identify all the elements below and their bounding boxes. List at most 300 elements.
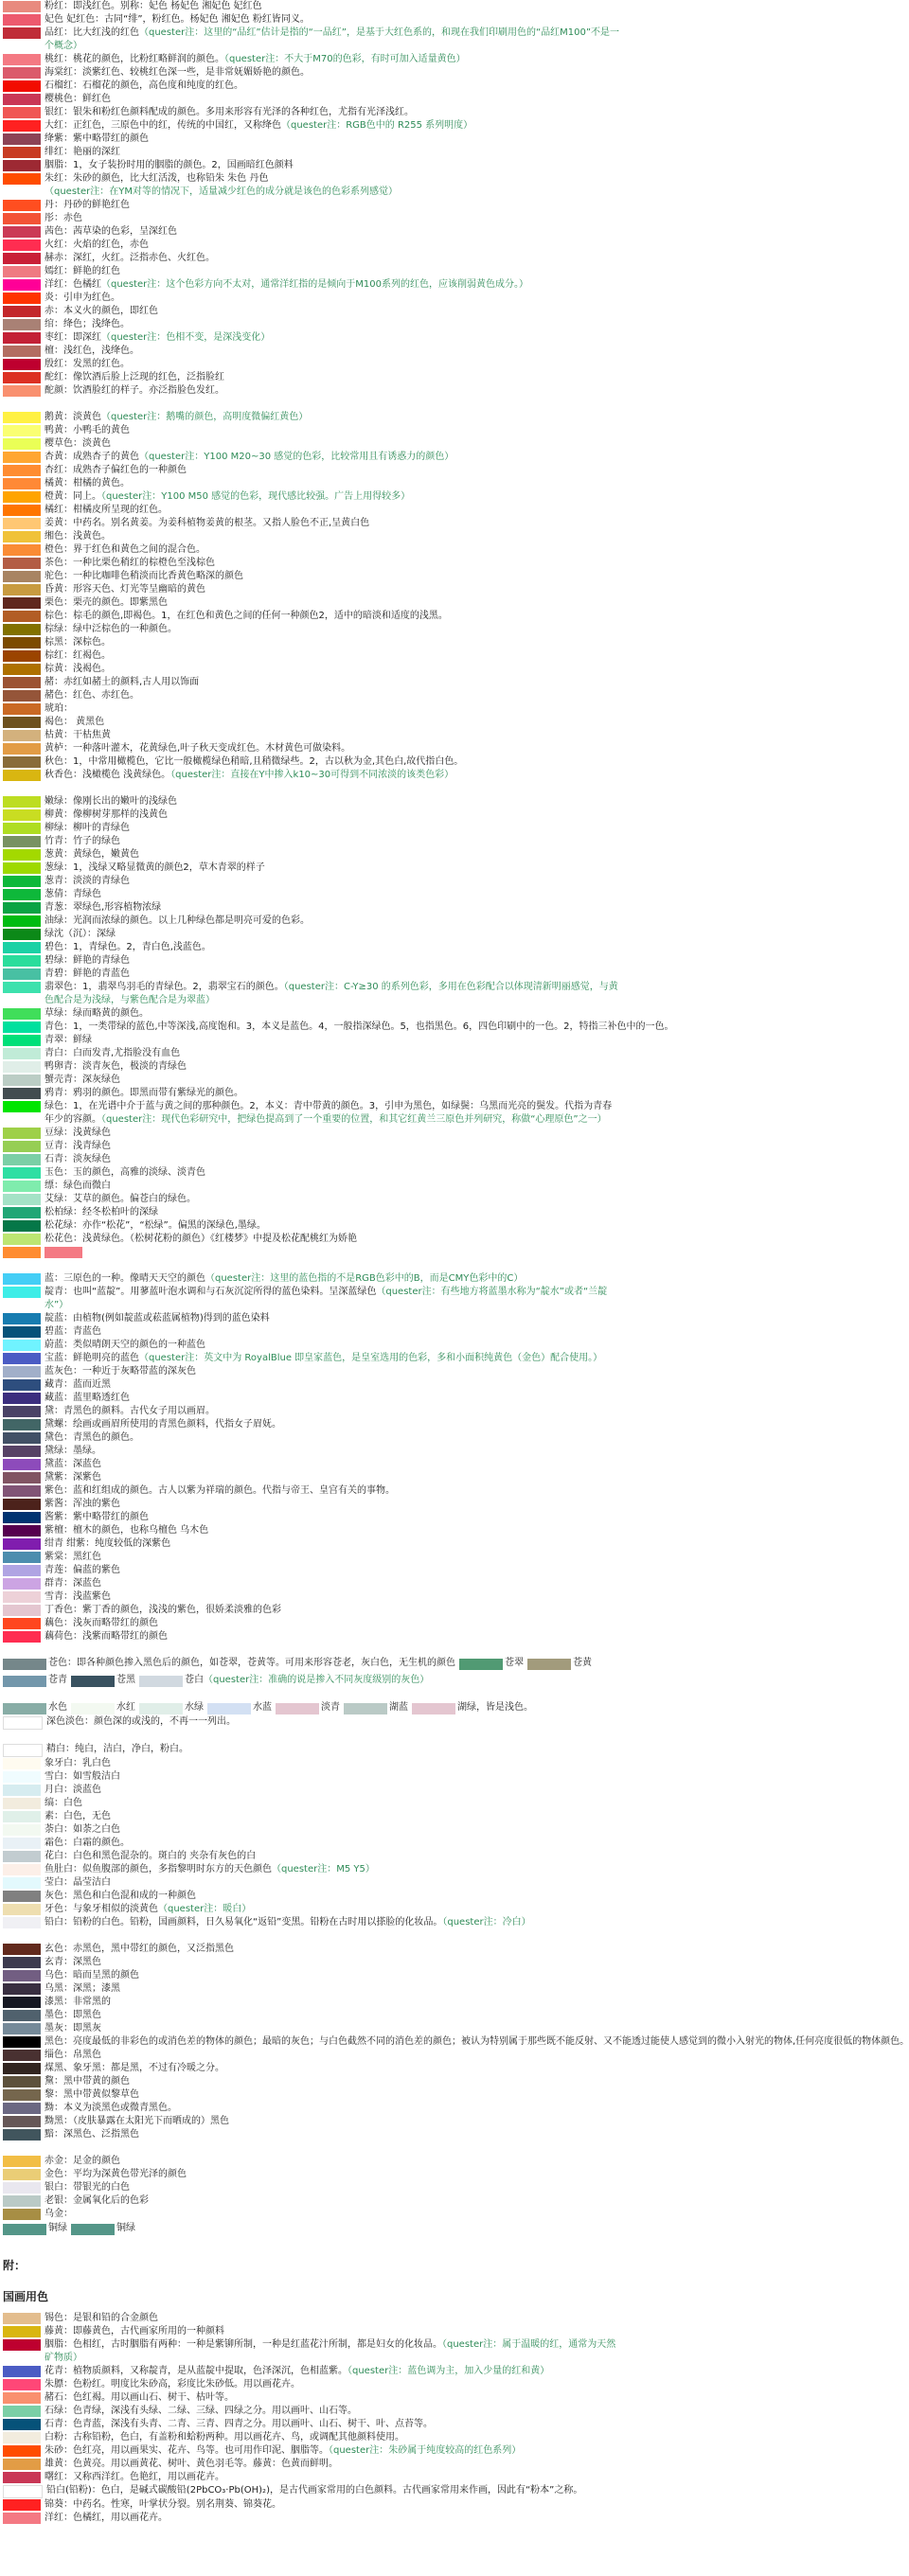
color-swatch [3, 677, 41, 688]
color-chip [3, 1674, 67, 1687]
color-swatch [3, 491, 41, 503]
color-description: 乌色：暗而呈黑的颜色 [45, 1970, 139, 1981]
color-description: 昏黄：形容天色、灯光等呈幽暗的黄色 [45, 584, 205, 595]
color-description: 石榴红：石榴花的颜色，高色度和纯度的红色。 [45, 80, 243, 91]
color-row [0, 384, 623, 398]
color-swatch [3, 730, 41, 741]
color-description: 栗色：栗壳的颜色。即紫黑色 [45, 597, 168, 608]
color-row [0, 172, 623, 199]
color-description: 铜绿 [116, 2223, 135, 2233]
color-swatch [3, 372, 41, 383]
color-row [0, 1127, 623, 1140]
color-description: 铅白(铅粉)：色白，是碱式碳酸铅(2PbCO₃·Pb(OH)₂)，是古代画家常用的白色颜料。古代画家常用来作画，因此有“粉本”之称。 [46, 2485, 583, 2496]
color-row [0, 702, 623, 716]
color-row [0, 1325, 623, 1339]
color-swatch [3, 1891, 41, 1902]
color-chip [71, 1701, 135, 1714]
color-description: 赭石：色红褐。用以画山石、树干、枯叶等。 [45, 2392, 234, 2403]
color-swatch [3, 1419, 41, 1430]
color-row [0, 106, 623, 119]
color-swatch [3, 332, 41, 344]
color-row [0, 225, 623, 239]
color-description: 酱紫：紫中略带红的颜色 [45, 1512, 149, 1522]
color-description: 橘黄：柑橘的黄色。 [45, 478, 130, 489]
color-swatch [527, 1659, 571, 1670]
color-description: 雪白：如雪般洁白 [45, 1771, 120, 1782]
color-chip [344, 1701, 408, 1714]
quester-note: （quester注：直接在Y中掺入k10~30可得到不同浓淡的该类色彩） [170, 770, 454, 780]
color-swatch [3, 1983, 41, 1995]
color-description: 蓝灰色：一种近于灰略带蓝的深灰色 [45, 1366, 196, 1377]
color-swatch [3, 213, 41, 224]
color-swatch [3, 1785, 41, 1796]
color-description: 妃色 妃红色：古同“绯”，粉红色。杨妃色 湘妃色 粉红皆同义。 [45, 14, 310, 25]
color-description: 湖绿，皆是浅色。 [457, 1702, 533, 1713]
color-swatch [3, 1565, 41, 1576]
color-swatch [3, 306, 41, 317]
color-row [0, 689, 623, 702]
color-description: 苍黄 [573, 1658, 592, 1668]
color-description: 鱼肚白：似鱼腹部的颜色，多指黎明时东方的天色颜色（quester注：M5 Y5） [45, 1864, 375, 1874]
color-row [0, 1743, 623, 1757]
color-description: 藏青：蓝而近黑 [45, 1379, 111, 1390]
color-description: 绛紫：紫中略带红的颜色 [45, 133, 149, 144]
color-swatch [3, 452, 41, 463]
color-row [0, 1969, 623, 1982]
color-row [0, 1564, 623, 1577]
color-swatch [3, 968, 41, 980]
color-row [0, 2155, 623, 2168]
color-row [0, 517, 623, 530]
color-row [0, 623, 623, 636]
color-swatch [71, 1703, 115, 1714]
color-description: 绾：绛色；浅绛色。 [45, 319, 130, 329]
color-row [0, 1850, 623, 1863]
color-row [0, 464, 623, 477]
color-swatch [3, 1970, 41, 1981]
color-row [0, 2512, 623, 2525]
color-description: 杏红：成熟杏子偏红色的一种颜色 [45, 465, 187, 475]
color-description: 松花绿：亦作“松花”，“松绿”。偏黑的深绿色,墨绿。 [45, 1220, 266, 1231]
color-swatch [3, 770, 41, 781]
color-description: 黛紫：深紫色 [45, 1472, 101, 1483]
color-description: 黎：黑中带黄似黎草色 [45, 2089, 139, 2100]
color-row [0, 371, 623, 384]
color-row [0, 901, 623, 915]
color-row [0, 2022, 623, 2035]
color-row [0, 318, 623, 331]
color-row [0, 1916, 623, 1929]
section-gap [0, 1687, 623, 1700]
color-row [0, 1431, 623, 1445]
color-description: 柳绿：柳叶的青绿色 [45, 823, 130, 833]
color-description: 锡色：是银和铅的合金颜色 [45, 2313, 158, 2323]
color-description: 缃色：浅黄色。 [45, 531, 111, 542]
color-row [0, 1365, 623, 1378]
color-description: 铅白：铅粉的白色。铅粉，国画颜料，日久易氧化“返铅”变黑。铅粉在古时用以搽脸的化妆品。（quester注：冷白） [45, 1917, 531, 1928]
color-description: 缟：白色 [45, 1798, 82, 1808]
color-row [0, 596, 623, 610]
color-row [0, 0, 623, 13]
color-swatch [3, 2023, 41, 2034]
color-description: 墨色：即黑色 [45, 2010, 101, 2020]
color-chip [3, 1701, 67, 1714]
color-row [0, 2009, 623, 2022]
color-swatch [3, 240, 41, 251]
color-chip [207, 1701, 272, 1714]
color-description: 青葱：翠绿色,形容植物浓绿 [45, 902, 162, 913]
color-swatch [3, 902, 41, 914]
color-description: 赤：本义火的颜色，即红色 [45, 306, 158, 316]
color-row [0, 1511, 623, 1524]
section-gap [0, 2236, 623, 2249]
color-description: 鸭卵青：淡青灰色，极淡的青绿色 [45, 1061, 187, 1072]
color-description: 靛蓝：由植物(例如靛蓝或菘蓝属植物)得到的蓝色染料 [45, 1313, 270, 1324]
color-description: 黑色：亮度最低的非彩色的或消色差的物体的颜色；最暗的灰色；与白色截然不同的消色差的颜色；被认为特别属于那些既不能反射、又不能透过能使人感觉到的微小入射光的物体,任何亮度很低的物体颜色。 [45, 2036, 909, 2047]
color-row [0, 954, 623, 968]
quester-note: （quester注：英文中为 RoyalBlue 即皇家蓝色，是皇室选用的色彩，多和小面积纯黄色（金色）配合使用。） [139, 1353, 603, 1363]
color-swatch [3, 2513, 41, 2524]
color-row [0, 1445, 623, 1458]
color-row [0, 265, 623, 278]
color-swatch [3, 743, 41, 755]
color-swatch [3, 1101, 41, 1112]
color-row [0, 13, 623, 27]
color-description: 青莲：偏蓝的紫色 [45, 1565, 120, 1575]
color-row [0, 1193, 623, 1206]
color-swatch [3, 2459, 41, 2470]
color-description: 褐色： 黄黑色 [45, 717, 105, 727]
color-description: 黝黑：（皮肤暴露在太阳光下而晒成的）黑色 [45, 2116, 229, 2126]
color-description: 墨灰：即黑灰 [45, 2023, 101, 2034]
color-swatch [3, 319, 41, 330]
color-swatch [3, 1141, 41, 1152]
color-row [0, 1943, 623, 1956]
color-swatch [3, 1075, 41, 1086]
quester-note: （quester注：色相不变，是深浅变化） [101, 332, 271, 343]
color-description: 藕荷色：浅紫而略带红的颜色 [45, 1631, 168, 1642]
color-description: 嫩绿：像刚长出的嫩叶的浅绿色 [45, 796, 177, 807]
color-row [0, 1604, 623, 1617]
color-row [0, 1577, 623, 1590]
color-row [0, 305, 623, 318]
color-row [0, 2088, 623, 2102]
color-description: 靛青：也叫“蓝靛”。用蓼蓝叶泡水调和与石灰沉淀所得的蓝色染料。呈深蓝绿色（quester注：有些地方将蓝墨水称为“靛水”或者“兰靛水”） [45, 1287, 608, 1310]
color-row [0, 1047, 623, 1060]
color-description: 赭色：红色、赤红色。 [45, 690, 139, 701]
color-description: 油绿：光润而浓绿的颜色。以上几种绿色都是明亮可爱的色彩。 [45, 915, 310, 926]
color-swatch [3, 2366, 41, 2377]
color-row [0, 1590, 623, 1604]
color-swatch [3, 531, 41, 542]
color-description: 缥：绿色而微白 [45, 1181, 111, 1191]
color-swatch [3, 1864, 41, 1875]
color-description: 藤黄：即藤黄色，古代画家所用的一种颜料 [45, 2326, 224, 2336]
color-description: 碧色：1，青绿色。2，青白色,浅蓝色。 [45, 942, 211, 952]
color-swatch [3, 160, 41, 171]
quester-note: （quester注：在YM对等的情况下，适量减少红色的成分就是该色的色彩系列感觉） [45, 187, 398, 197]
color-row [0, 345, 623, 358]
color-row [0, 2378, 623, 2391]
color-row [0, 252, 623, 265]
color-row [0, 981, 623, 1007]
color-row [0, 1246, 623, 1259]
color-swatch [3, 518, 41, 529]
color-row [0, 610, 623, 623]
color-description: 葱青：淡淡的青绿色 [45, 876, 130, 886]
color-row [0, 1087, 623, 1100]
color-row [0, 795, 623, 808]
color-description: 秋香色：浅橄榄色 浅黄绿色。（quester注：直接在Y中掺入k10~30可得到不同浓淡的该类色彩） [45, 770, 454, 780]
color-swatch [3, 1499, 41, 1510]
color-swatch [3, 982, 41, 993]
color-description: 漆黑：非常黑的 [45, 1997, 111, 2007]
color-description: 青色：1，一类带绿的蓝色,中等深浅,高度饱和。3，本义是蓝色。4，一般指深绿色。5，也指黑色。6，四色印刷中的一色。2，特指三补色中的一色。 [45, 1022, 674, 1032]
quester-note: （quester注：属于温暖的红，通常为天然矿物质） [45, 2339, 616, 2363]
color-description: 炎：引申为红色。 [45, 293, 120, 303]
color-description: 胭脂：1，女子装扮时用的胭脂的颜色。2，国画暗红色颜料 [45, 160, 294, 170]
quester-note: （quester注：M5 Y5） [272, 1864, 375, 1874]
color-description: 草绿：绿而略黄的颜色。 [45, 1008, 149, 1019]
color-row [0, 1837, 623, 1850]
color-swatch [3, 1340, 41, 1351]
color-swatch [3, 823, 41, 834]
color-description: 白粉：古称铅粉，色白，有盖粉和蛤粉两种。用以画花卉、鸟，或调配其他颜料使用。 [45, 2432, 404, 2443]
color-row [0, 2498, 623, 2512]
color-swatch [3, 1824, 41, 1836]
color-description: 素：白色，无色 [45, 1811, 111, 1821]
color-row [0, 1312, 623, 1325]
quester-note: （quester注：Y100 M20~30 感觉的色彩，比较常用且有诱惑力的颜色） [139, 452, 454, 462]
color-swatch [3, 1194, 41, 1205]
color-description: 群青：深蓝色 [45, 1578, 101, 1589]
color-swatch [3, 2392, 41, 2404]
color-description: 蓝：三原色的一种。像晴天天空的颜色（quester注：这里的蓝色指的不是RGB色彩中的B，而是CMY色彩中的C） [45, 1273, 524, 1284]
color-row [0, 1339, 623, 1352]
color-row [0, 2168, 623, 2181]
color-row [0, 1551, 623, 1564]
color-swatch [3, 1220, 41, 1232]
section-gap [0, 1929, 623, 1943]
color-row [0, 915, 623, 928]
quester-note: （quester注：不大于M70的色彩，有时可加入适量黄色） [224, 54, 466, 64]
color-description: 杏黄：成熟杏子的黄色（quester注：Y100 M20~30 感觉的色彩，比较常用且有诱惑力的颜色） [45, 452, 454, 462]
color-swatch [3, 385, 41, 397]
color-description: 水红 [116, 1702, 135, 1713]
color-row [0, 1524, 623, 1537]
color-row [0, 862, 623, 875]
color-description: 黛螺：绘画或画眉所使用的青黑色颜料，代指女子眉妩。 [45, 1419, 281, 1430]
color-description: 玄青：深黑色 [45, 1957, 101, 1967]
color-description: 火红：火焰的红色，赤色 [45, 240, 149, 250]
color-description: 石绿：色青绿，深浅有头绿、二绿、三绿、四绿之分。用以画叶、山石等。 [45, 2406, 357, 2416]
color-row [0, 1418, 623, 1431]
color-row [0, 1630, 623, 1643]
color-swatch [3, 2169, 41, 2180]
color-row [0, 729, 623, 742]
color-row [0, 808, 623, 822]
quester-note: （quester注：RGB色中的 R255 系列明度） [281, 120, 473, 131]
color-swatch [3, 2195, 41, 2207]
color-swatch [3, 2182, 41, 2194]
color-swatch [3, 1022, 41, 1033]
color-row [0, 649, 623, 663]
section-gap [0, 398, 623, 411]
color-row [0, 1484, 623, 1498]
color-swatch [3, 2419, 41, 2430]
color-row [0, 2115, 623, 2128]
color-description: 葱绿：1，浅绿又略显微黄的颜色2，草木青翠的样子 [45, 862, 265, 873]
color-row [0, 1498, 623, 1511]
color-swatch [3, 1326, 41, 1338]
quester-note: （quester注：C-Y≥30 的系列色彩，多用在色彩配合以体现清新明丽感觉，与黄色配合是为浅绿，与紫色配合是为翠蓝） [45, 982, 618, 1005]
color-description: 棕绿：绿中泛棕色的一种颜色。 [45, 624, 177, 634]
section-gap [0, 1643, 623, 1657]
color-swatch [3, 1234, 41, 1245]
color-row [0, 1286, 623, 1312]
appendix-title: 附： [3, 2259, 27, 2272]
color-swatch [3, 2432, 41, 2443]
color-description: 铜绿 [48, 2223, 67, 2233]
quester-note: （quester注：鹅嘴的颜色，高明度微偏红黄色） [101, 412, 309, 422]
color-description: 黧：黑中带黄的颜色 [45, 2076, 130, 2087]
color-description: 豆青：浅青绿色 [45, 1141, 111, 1151]
color-description: 苍白（quester注：准确的说是掺入不同灰度级别的灰色） [185, 1675, 430, 1685]
color-description: 牙色：与象牙相似的淡黄色（quester注：暖白） [45, 1904, 252, 1914]
color-swatch [3, 1061, 41, 1073]
color-description: 橘红：柑橘皮所呈现的红色。 [45, 505, 168, 515]
color-swatch [3, 1798, 41, 1809]
color-description: 松花色：浅黄绿色。（松树花粉的颜色）《红楼梦》中提及松花配桃红为娇艳 [45, 1234, 357, 1244]
color-swatch [3, 1676, 46, 1687]
color-row [0, 1378, 623, 1392]
color-swatch [3, 2313, 41, 2324]
color-description: 乌金： [45, 2209, 73, 2219]
color-row [0, 557, 623, 570]
color-swatch [3, 1207, 41, 1218]
color-row [0, 53, 623, 66]
color-swatch [3, 1659, 46, 1670]
color-row [0, 636, 623, 649]
color-row [0, 2458, 623, 2471]
color-swatch [3, 226, 41, 238]
color-swatch [3, 1128, 41, 1139]
color-swatch [276, 1703, 319, 1714]
color-description: 玉色：玉的颜色，高雅的淡绿、淡青色 [45, 1167, 205, 1178]
color-swatch [3, 27, 41, 39]
color-description: 莹白：晶莹洁白 [45, 1877, 111, 1888]
color-swatch [3, 876, 41, 887]
color-row [0, 755, 623, 769]
color-row [0, 2391, 623, 2405]
color-swatch [45, 1247, 82, 1258]
color-description: 紫酱：浑浊的紫色 [45, 1499, 120, 1509]
color-swatch [3, 2063, 41, 2074]
color-description: 湖蓝 [389, 1702, 408, 1713]
color-description: 黛色：青黑色的颜色。 [45, 1432, 139, 1443]
color-chip [3, 2222, 67, 2235]
color-swatch [3, 2406, 41, 2417]
color-description: 葱倩：青绿色 [45, 889, 101, 899]
color-row [0, 1405, 623, 1418]
color-multi-row [0, 2221, 623, 2236]
color-description: 枯黄：干枯焦黄 [45, 730, 111, 740]
color-swatch [3, 611, 41, 622]
color-chip [459, 1657, 524, 1670]
color-swatch [3, 2499, 41, 2511]
color-swatch [3, 2326, 41, 2337]
color-description: 丁香色：紫丁香的颜色，浅浅的紫色，很娇柔淡雅的色彩 [45, 1605, 281, 1615]
color-swatch [139, 1703, 183, 1714]
color-row [0, 2128, 623, 2141]
color-description: 茶色：一种比栗色稍红的棕橙色至浅棕色 [45, 558, 215, 568]
color-swatch [3, 1771, 41, 1783]
color-description: 青白：白而发青,尤指脸没有血色 [45, 1048, 181, 1058]
color-swatch [3, 1472, 41, 1483]
color-description: 檀：浅红色，浅绛色。 [45, 346, 139, 356]
color-description: 碧绿：鲜艳的青绿色 [45, 955, 130, 966]
color-row [0, 1770, 623, 1784]
color-row [0, 1715, 623, 1730]
color-description: 嫣红：鲜艳的红色 [45, 266, 120, 276]
color-swatch [3, 1716, 43, 1730]
color-swatch [71, 2224, 115, 2235]
color-description: 绿沈（沉）：深绿 [45, 929, 116, 939]
color-row [0, 1810, 623, 1823]
color-row [0, 2484, 623, 2498]
color-row [0, 1140, 623, 1153]
color-row [0, 769, 623, 782]
color-description: 紫檀：檀木的颜色，也称乌檀色 乌木色 [45, 1525, 209, 1536]
color-description: 葱黄：黄绿色，嫩黄色 [45, 849, 139, 860]
color-row [0, 1034, 623, 1047]
color-row [0, 543, 623, 557]
color-description: 大红：正红色，三原色中的红，传统的中国红，又称绛色（quester注：RGB色中的 R255 系列明度） [45, 120, 473, 131]
color-swatch [3, 1578, 41, 1590]
color-swatch [3, 1181, 41, 1192]
color-description: 赫赤：深红，火红。泛指赤色、火红色。 [45, 253, 215, 263]
color-swatch [3, 1877, 41, 1889]
color-swatch [3, 1154, 41, 1165]
color-row [0, 2338, 623, 2365]
color-swatch [3, 1703, 46, 1714]
color-swatch [3, 889, 41, 900]
color-swatch [3, 1591, 41, 1603]
color-swatch [3, 1838, 41, 1849]
color-row [0, 968, 623, 981]
color-chip [71, 1674, 135, 1687]
color-swatch [3, 1512, 41, 1523]
color-description: 老银：金属氧化后的色彩 [45, 2195, 149, 2206]
color-description: 紫棠：黑红色 [45, 1552, 101, 1562]
quester-note: （quester注：准确的说是掺入不同灰度级别的灰色） [204, 1675, 430, 1685]
color-row [0, 2444, 623, 2458]
color-row [0, 292, 623, 305]
color-row [0, 2418, 623, 2431]
color-row [0, 146, 623, 159]
color-swatch [3, 2010, 41, 2021]
color-swatch [3, 1525, 41, 1537]
color-swatch [3, 2103, 41, 2114]
color-description: 淡青 [321, 1702, 340, 1713]
color-description: 霜色：白霜的颜色。 [45, 1838, 130, 1848]
color-description: 鹅黄：淡黄色（quester注：鹅嘴的颜色，高明度微偏红黄色） [45, 412, 309, 422]
color-swatch [3, 1406, 41, 1417]
color-description: 朱砂：色红亮，用以画果实、花卉、鸟等。也可用作印泥、胭脂等。（quester注：朱砂属于纯度较高的红色系列） [45, 2445, 522, 2456]
color-description: 柳黄：像柳树芽那样的浅黄色 [45, 809, 168, 820]
color-swatch [3, 756, 41, 768]
color-swatch [3, 862, 41, 874]
